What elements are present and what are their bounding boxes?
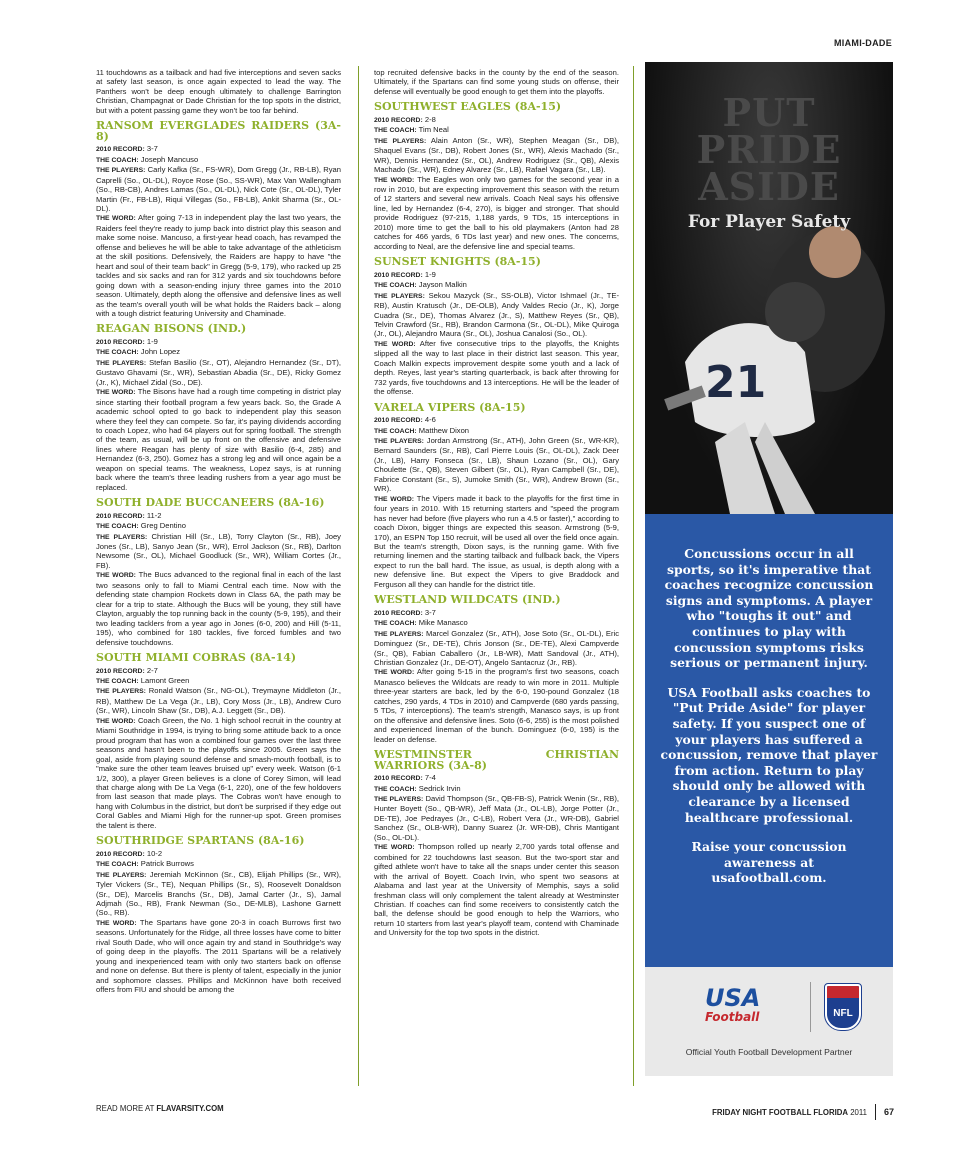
team-heading: WESTMINSTER CHRISTIAN WARRIORS (3A-8) — [374, 748, 619, 772]
column-intro: 11 touchdowns as a tailback and had five interceptions and seven sacks at safety last season, is once again expected to lead the way. The Panthers won't be deep enough ultimately to challenge Barrington Christian, Champagnat or Dade Christian for the top spots in the district, but with a potent passing game they won't be too far behind. — [96, 68, 341, 115]
jersey-number: 21 — [705, 357, 767, 408]
team-word: THE WORD: The Bucs advanced to the regional final in each of the last two seasons only to fall to Miami Central each time. Now with the defending state champion Rockets down in Class 6A, the path may be clear for a trip to state. Although the Bucs will be young, they still have Clayton, arguably the top running back in the county (5-9, 195), and their two leading tacklers from a year ago in Jones (6-0, 200) and Hill (5-11, 195), who combined for 180 tackles, five forced fumbles and two defensive touchdowns. — [96, 570, 341, 647]
team-entry — [374, 257, 619, 396]
team-entry — [96, 498, 341, 647]
usa-football-ad — [645, 62, 893, 1076]
publication-name: FRIDAY NIGHT FOOTBALL FLORIDA — [712, 1107, 849, 1117]
team-heading: SOUTH MIAMI COBRAS (8A-14) — [96, 651, 297, 665]
article-column-2 — [374, 68, 619, 1048]
team-word: THE WORD: After going 7-13 in independent play the last two years, the Raiders feel they're ready to jump back into district play this season and make some noise. Mancuso, a first-year head coach, has revamped the offense and believes he will be able to take advantage of the athleticism at the skill positions. Defensively, the Raiders are happy to have "the heart and soul of their team back" in Gregg (5-9, 179), who racked up 25 tackles and six sacks and ran for 312 yards and six touchdowns before going down with a season-ending injury three games into the 2010 season. Ultimately, depth along the offensive and defensive lines as well as the team's overall youth will be what holds the Raiders back – along with a tough district featuring University and Chaminade. — [96, 213, 341, 318]
team-coach: THE COACH: Jayson Malkin — [374, 280, 467, 290]
ad-headline: PUT PRIDE ASIDE — [696, 90, 842, 209]
team-coach: THE COACH: John Lopez — [96, 347, 181, 357]
team-players: THE PLAYERS: Carly Kafka (Sr., FS-WR), Dom Gregg (Jr., RB-LB), Ryan Caprelli (So., OL-DL), Royce Rose (So., SS-WR), Max Van Wallengham (So., RB-CB), Andres Lamas (So., OL-DL), Nick Cote (Sr., OL-DL), Tyler Martin (Fr., FB-LB), Riqui Villegas (So., FB-LB), Ankit Sharma (Sr., OL-DL). — [96, 165, 341, 213]
team-coach: THE COACH: Lamont Green — [96, 675, 190, 685]
column-intro: top recruited defensive backs in the county by the end of the season. Ultimately, if the Spartans can find some young studs on offense, their defense will eventually be good enough to get them into the playoffs. — [374, 68, 619, 96]
team-record: 2010 RECORD: 3-7 — [374, 607, 436, 617]
team-word: THE WORD: The Vipers made it back to the playoffs for the first time in four years in 2010. With 15 returning starters and "speed the program has never had before (five players who run a 4.5 or faster)," according to coach Dixon, bigger things are expected this season. Armstrong (5-9, 170), an ESPN Top 150 recruit, will be used all over the field once again. But the team's strength, Dixon says, is the running game. With five returning linemen and the starting tailback and fullback back, the Vipers expect to run the ball hard. The issue, as usual, is depth along with a new defensive line. But expect the Vipers to give Braddock and Ferguson all they can handle for the district title. — [374, 493, 619, 589]
ad-paragraph: USA Football asks coaches to "Put Pride Aside" for player safety. If you suspect one of your players has suffered a concussion, remove that player from action. Return to play should only be allowed with clearance by a licensed healthcare professional. — [660, 684, 878, 825]
team-record: 2010 RECORD: 1-9 — [96, 336, 158, 346]
team-record: 2010 RECORD: 10-2 — [96, 848, 163, 858]
ad-paragraph: Concussions occur in all sports, so it's imperative that coaches recognize concussion signs and symptoms. A player who "toughs it out" and continues to play with concussion symptoms risks serious or permanent injury. — [664, 546, 874, 671]
team-coach: THE COACH: Matthew Dixon — [374, 425, 470, 435]
page-number: 67 — [883, 1107, 894, 1117]
nfl-logo: NFL — [825, 984, 861, 1030]
team-record: 2010 RECORD: 3-7 — [96, 144, 158, 154]
publication-year: 2011 — [850, 1107, 867, 1117]
column-rule — [358, 66, 359, 1086]
ad-subhead: For Player Safety — [687, 212, 851, 232]
ad-cta: Raise your concussion awareness at usafootball.com. — [691, 839, 847, 886]
column-rule — [633, 66, 634, 1086]
team-entry — [374, 102, 619, 251]
team-record: 2010 RECORD: 11-2 — [96, 510, 162, 520]
team-players: THE PLAYERS: Jordan Armstrong (Sr., ATH), John Green (Sr., WR-KR), Bernard Saunders (Sr., RB), Carl Pierre Louis (Sr., OL-DL), Zack Deer (Jr., LB), Harry Fonseca (Sr., LB), Shaun Lozano (Sr., OL), Gary Choulette (Sr., QB), Steven Gilbert (Sr., OL), Ryan Campbell (Sr., DE), Fabrice Constant (Sr., S), Jumoke Smith (Sr., WR), Andrew Brown (Sr., WR). — [374, 436, 619, 494]
team-players: THE PLAYERS: Marcel Gonzalez (Sr., ATH), Jose Soto (Sr., OL-DL), Eric Dominguez (Sr., DE-TE), Chris Jonson (Sr., DE-TE), Alexi Campverde (Sr., QB), Fabian Caballero (Jr., LB-WR), Matt Sandoval (Jr., ATH), Christian Gonzalez (Jr., DE-OT), Angelo Santacruz (Jr., RB). — [374, 628, 619, 668]
team-entry — [96, 324, 341, 492]
usa-football-logo: USA Football — [705, 984, 761, 1024]
team-heading: WESTLAND WILDCATS (IND.) — [374, 593, 561, 607]
footer-read-more: READ MORE AT FLAVARSITY.COM — [96, 1104, 224, 1113]
footer-folio — [712, 1104, 894, 1120]
team-heading: REAGAN BISONS (IND.) — [96, 322, 247, 336]
team-record: 2010 RECORD: 1-9 — [374, 269, 436, 279]
team-record: 2010 RECORD: 2-7 — [96, 665, 158, 675]
team-entry — [96, 836, 341, 994]
team-record: 2010 RECORD: 4-6 — [374, 415, 436, 425]
team-entry — [374, 595, 619, 744]
article-column-1 — [96, 68, 341, 1080]
team-entry — [374, 400, 619, 590]
team-word: THE WORD: The Eagles won only two games for the second year in a row in 2010, but are expecting improvement this season with the return of 12 starters and several new arrivals. Coach Neal says his offensive line, led by Hernandez (6-4, 270), is bigger and stronger. That should provide Rodriguez (97-215, 1,188 yards, 9 TDs, 15 interceptions in 2010) more time to get the ball to his old playmakers (Anton had 28 catches for 466 yards, 6 TDs last year) and new ones. The concerns, according to Neal, are the defensive line and special teams. — [374, 174, 619, 251]
team-record: 2010 RECORD: 2-8 — [374, 114, 436, 124]
team-heading: SOUTHWEST EAGLES (8A-15) — [374, 100, 562, 114]
team-heading: RANSOM EVERGLADES RAIDERS (3A-8) — [96, 119, 341, 143]
ad-link[interactable]: usafootball.com. — [711, 870, 827, 886]
team-heading: SOUTHRIDGE SPARTANS (8A-16) — [96, 834, 305, 848]
team-record: 2010 RECORD: 7-4 — [374, 773, 436, 783]
team-players: THE PLAYERS: Ronald Watson (Sr., NG-OL), Treymayne Middleton (Jr., RB), Matthew De La Vega (Jr., LB), Cory Moss (Jr., LB), Andrew Curo (Sr., WR), Lincoln Shaw (Sr., DB), A.J. Leggett (Sr., DB). — [96, 686, 341, 716]
team-word: THE WORD: After five consecutive trips to the playoffs, the Knights slipped all the way to last place in their district last season. This year, Coach Malkin expects improvement despite some youth and a lack of depth. Reyes, last year's starting quarterback, is back after throwing for 732 yards, five touchdowns and 13 interceptions. He will be the leader of the offense. — [374, 338, 619, 397]
team-players: THE PLAYERS: Christian Hill (Sr., LB), Torry Clayton (Sr., RB), Joey Jones (Sr., LB), Sanyo Jean (Sr., WR), Errol Jackson (Sr., RB), Darlton Newsome (Sr., OL), Michael Goodluck (Sr., WR), William Cortes (Jr., FB). — [96, 531, 341, 570]
team-coach: THE COACH: Mike Manasco — [374, 618, 468, 628]
team-coach: THE COACH: Sedrick Irvin — [374, 783, 461, 793]
team-players: THE PLAYERS: Stefan Basilio (Sr., OT), Alejandro Hernandez (Sr., DT), Gustavo Ghavami (Sr., WR), Sebastian Abadia (Sr., DE), Ricky Gomez (Jr., K), Michael Zidal (So., DE). — [96, 357, 341, 387]
team-word: THE WORD: The Spartans have gone 20-3 in coach Burrows first two seasons. Unfortunately for the Ridge, all three losses have come to bitter rival South Dade, who will once again try and stand in Southridge's way of going deep in the playoffs. The 2011 Spartans will be a relatively young and inexperienced team with only two starters back on offense and none on defense. But there is plenty of talent, especially in the junior and sophomore classes. Phillips and McKinnon have both received offers from FIU and should be among the — [96, 917, 341, 995]
folio-divider — [875, 1104, 876, 1120]
team-coach: THE COACH: Greg Dentino — [96, 521, 186, 531]
team-players: THE PLAYERS: Sekou Mazyck (Sr., SS-OLB), Victor Ishmael (Jr., TE-RB), Austin Kratusch (Jr., DE-OLB), Andy Valdes Recio (Jr., K), Jorge Cuadra (Sr., DE), Thomas Alvarez (Jr., S), Matthew Reyes (Sr., QB), Telvin Crawford (Sr., RB), Brandon Carmona (Sr., OL-DL), Mike Quiroga (Jr., OL), Alejandro Maura (Sr., OL), Joshua Canalosi (So., OL). — [374, 290, 619, 339]
team-players: THE PLAYERS: Alain Anton (Sr., WR), Stephen Meagan (Sr., DB), Shaquel Evans (Sr., DB), Robert Jones (Sr., WR), Alexis Machado (Sr., WR), Dennis Hernandez (Sr., OL), Andrew Rodriguez (Sr., QB), Alexis Machado (Sr., WR), Edney Alvarez (Sr., LB), Rafael Vagara (Sr., LB). — [374, 135, 619, 175]
team-coach: THE COACH: Tim Neal — [374, 125, 449, 135]
team-heading: SOUTH DADE BUCCANEERS (8A-16) — [96, 496, 325, 510]
team-entry — [374, 750, 619, 938]
ad-partner-text: Official Youth Football Development Partner — [685, 1047, 853, 1057]
team-word: THE WORD: Coach Green, the No. 1 high school recruit in the country at Miami Southridge in 1994, is trying to bring some attitude back to a once proud program that has won a combined four games over the last three seasons and hasn't been to the playoffs since 2005. Green says the goal, aside from playing sound defense and smash-mouth football, is to "make sure the other team leaves bruised up" every week. Watson (6-1 1/2, 300), a player Green believes is a clone of Corey Simon, will lead that charge along with De La Vega (6-1, 220), one of the few holdovers from last season that made plays. The Cobras won't have enough to hang with Columbus in the district, but don't be surprised if they edge out Coral Gables and Miami High for the runner-up spot. Green promises the talent is there. — [96, 715, 341, 830]
ad-body — [659, 546, 879, 900]
ad-photo — [645, 62, 893, 514]
team-entry — [96, 121, 341, 318]
team-word: THE WORD: After going 5-15 in the program's first two seasons, coach Manasco believes the Wildcats are ready to win more in 2011. Multiple three-year starters are back, led by the 6-0, 190-pound Gonzalez (18 catches, 290 yards, 4 TDs in 2010) and Campverde (680 yards passing, 5 TDs, 7 interceptions). The team's strength, Manasco says, is up front on the offensive and defensive lines. Soto (6-6, 255) is the most polished and experienced lineman of the bunch. Dominguez (6-0, 195) is the leader on defense. — [374, 667, 619, 744]
team-heading: SUNSET KNIGHTS (8A-15) — [374, 255, 541, 269]
team-players: THE PLAYERS: David Thompson (Sr., QB-FB-S), Patrick Wenin (Sr., RB), Hunter Boyett (So., QB-WR), Jeff Mata (Jr., OL-LB), Jorge Potter (Jr., DE-TE), Joe Pedrayes (Jr., C-LB), Robert Vera (Jr., WR-DB), Gabriel Sanchez (Sr., OLB-WR), Danny Suarez (Jr. WR-DB), Chris Mantigant (So., OL-DL). — [374, 794, 619, 842]
footer-site-link[interactable]: FLAVARSITY.COM — [156, 1104, 224, 1113]
team-coach: THE COACH: Patrick Burrows — [96, 859, 194, 869]
team-word: THE WORD: The Bisons have had a rough time competing in district play since starting their football program a few years back. So, the Grade A academic school opted to go back to independent play this season where they feel they can compete. So far, it's paying dividends according to coach Lopez, who had 64 players out for spring football. The strength of the team, as usual, will be up front on the offensive and defensive lines where Reagan has plenty of size with Basilio (6-4, 285) and Hernandez (6-3, 250). Gomez has a strong leg and will once again be a weapon on special teams. The weakness, Lopez says, is at running back where the team's three leading rushers from a year ago must be replaced. — [96, 387, 341, 492]
team-players: THE PLAYERS: Jeremiah McKinnon (Sr., CB), Elijah Phillips (Sr., WR), Tyler Vickers (Sr., TE), Nequan Phillips (Sr., S), Roosevelt Donaldson (Sr., DE), Marcelis Branchs (Sr., DB), Jamal Carter (Jr., S), Jamal Adjmah (So., RB), Frank Newman (So., DE-MLB), Lashone Garnett (So., RB). — [96, 869, 341, 918]
team-word: THE WORD: Thompson rolled up nearly 2,700 yards total offense and combined for 22 touchdowns last season. But the two-sport star and gifted athlete won't have to take all the snaps under center this season with the arrival of Boyett. Coach Irvin, who spent two seasons at Alabama and last year at the University of Memphis, says a solid freshman class will only complement the talent already at Westminster Christian. If coaches can find some receivers to consistently catch the ball, the defense should be good enough to help the Warriors, who return 10 starters from last year's playoff team, contend with Chaminade and University for the top two spots in the district. — [374, 842, 619, 938]
team-heading: VARELA VIPERS (8A-15) — [374, 400, 526, 414]
team-entry — [96, 653, 341, 830]
logo-divider — [810, 982, 811, 1032]
section-tag: MIAMI-DADE — [834, 38, 892, 48]
team-coach: THE COACH: Joseph Mancuso — [96, 154, 199, 164]
